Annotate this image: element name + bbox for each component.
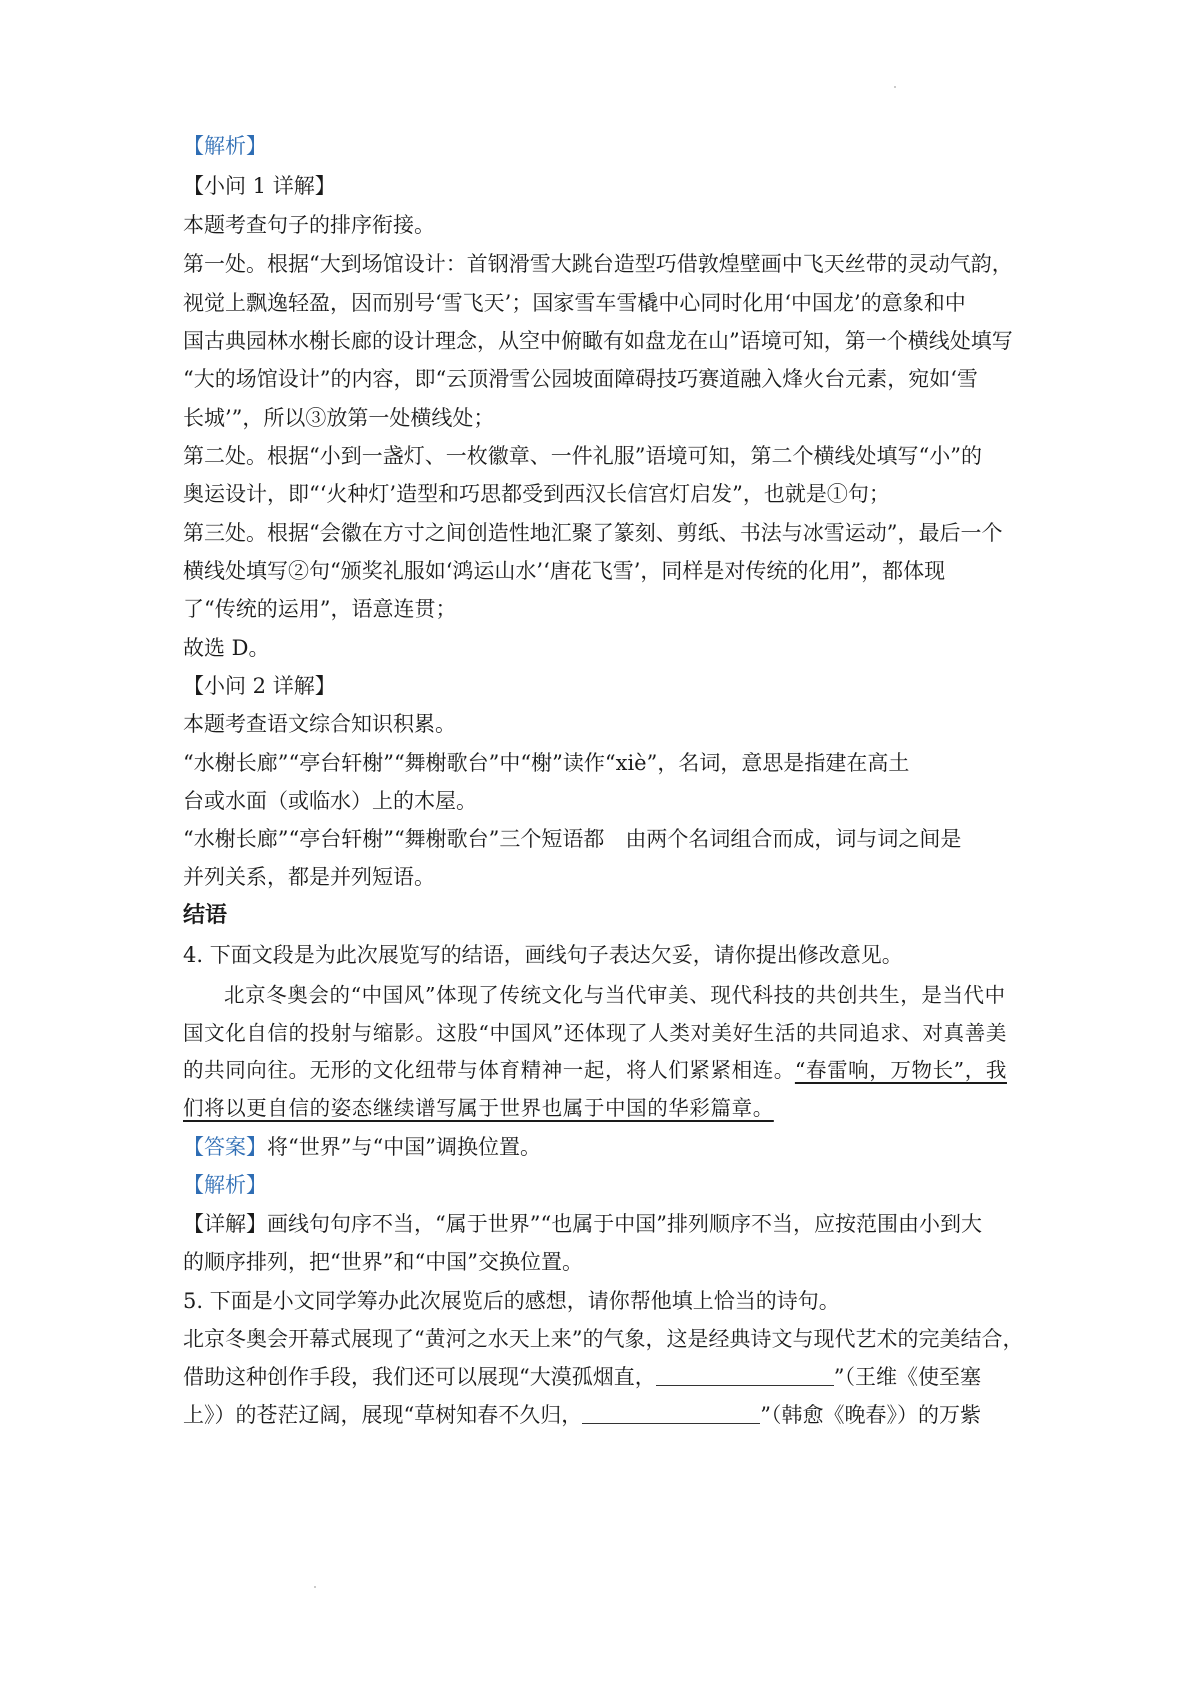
answer-blank[interactable] [582,1403,760,1424]
question-5: 5. 下面是小文同学筹办此次展览后的感想，请你帮他填上恰当的诗句。 [183,1289,840,1313]
p1-line: 国古典园林水榭长廊的设计理念，从空中俯瞰有如盘龙在山”语境可知，第一个横线处填写 [183,329,1013,353]
underlined-sentence: 们将以更自信的姿态继续谱写属于世界也属于中国的华彩篇章。 [183,1096,774,1120]
passage-line [183,1093,1023,1123]
jiexi-tag-2: 【解析】 [183,1173,267,1197]
q2-header: 【小问 2 详解】 [183,674,336,698]
question-4: 4. 下面文段是为此次展览写的结语，画线句子表达欠妥，请你提出修改意见。 [183,943,903,967]
section-title: 结语 [183,903,228,928]
passage-line: 北京冬奥会的“中国风”体现了传统文化与当代审美、现代科技的共创共生，是当代中 [224,983,1006,1007]
scan-speck [894,86,896,88]
passage-line: 国文化自信的投射与缩影。这股“中国风”还体现了人类对美好生活的共同追求、对真善美 [183,1021,1007,1045]
q2-line: “水榭长廊”“亭台轩榭”“舞榭歌台”中“榭”读作“xiè”，名词，意思是指建在高土 [183,751,910,775]
q5-line [183,1362,1023,1392]
q1-intro: 本题考查句子的排序衔接。 [183,213,435,237]
q2-line: “水榭长廊”“亭台轩榭”“舞榭歌台”三个短语都 由两个名词组合而成，词与词之间是 [183,827,962,851]
passage-text: 的共同向往。无形的文化纽带与体育精神一起，将人们紧紧相连。 [183,1058,795,1082]
scan-speck [314,1586,316,1588]
answer-text: 将“世界”与“中国”调换位置。 [267,1135,541,1159]
p2-line: 奥运设计，即“‘火种灯’造型和巧思都受到西汉长信宫灯启发”，也就是①句； [183,482,890,506]
p1-line: 长城’”，所以③放第一处横线处； [183,406,495,430]
detail-line: 的顺序排列，把“世界”和“中国”交换位置。 [183,1250,583,1274]
p2-line: 第二处。根据“小到一盏灯、一枚徽章、一件礼服”语境可知，第二个横线处填写“小”的 [183,444,982,468]
q5-text: ”（王维《使至塞 [833,1365,981,1389]
p3-line: 了“传统的运用”，语意连贯； [183,597,457,621]
choice-line: 故选 D。 [183,636,270,660]
q2-line: 并列关系，都是并列短语。 [183,865,435,889]
underlined-sentence: “春雷响，万物长”，我 [794,1058,1007,1082]
q2-line: 台或水面（或临水）上的木屋。 [183,789,477,813]
p1-line: 视觉上飘逸轻盈，因而别号‘雪飞天’；国家雪车雪橇中心同时化用‘中国龙’的意象和中 [183,291,966,315]
q5-line [183,1400,1023,1430]
q2-intro: 本题考查语文综合知识积累。 [183,712,456,736]
detail-text: 画线句句序不当，“属于世界”“也属于中国”排列顺序不当，应按范围由小到大 [267,1212,982,1236]
q5-text: ”（韩愈《晚春》）的万紫 [760,1403,981,1427]
q1-header: 【小问 1 详解】 [183,174,336,198]
p1-line: “大的场馆设计”的内容，即“云顶滑雪公园坡面障碍技巧赛道融入烽火台元素，宛如‘雪 [183,367,978,391]
q5-text: 上》）的苍茫辽阔，展现“草树知春不久归， [183,1403,583,1427]
answer-blank[interactable] [656,1365,834,1386]
answer-line [183,1132,1023,1162]
q5-text: 借助这种创作手段，我们还可以展现“大漠孤烟直， [183,1365,656,1389]
detail-line [183,1209,1023,1239]
p1-line: 第一处。根据“大到场馆设计：首钢滑雪大跳台造型巧借敦煌壁画中飞天丝带的灵动气韵， [183,252,1013,276]
jiexi-tag: 【解析】 [183,134,267,158]
passage-line [183,1055,1023,1085]
answer-tag: 【答案】 [183,1135,267,1159]
q5-line: 北京冬奥会开幕式展现了“黄河之水天上来”的气象，这是经典诗文与现代艺术的完美结合， [183,1327,1024,1351]
p3-line: 横线处填写②句“颁奖礼服如‘鸿运山水’‘唐花飞雪’，同样是对传统的化用”，都体现 [183,559,946,583]
p3-line: 第三处。根据“会徽在方寸之间创造性地汇聚了篆刻、剪纸、书法与冰雪运动”，最后一个 [183,521,1003,545]
detail-tag: 【详解】 [183,1212,267,1236]
